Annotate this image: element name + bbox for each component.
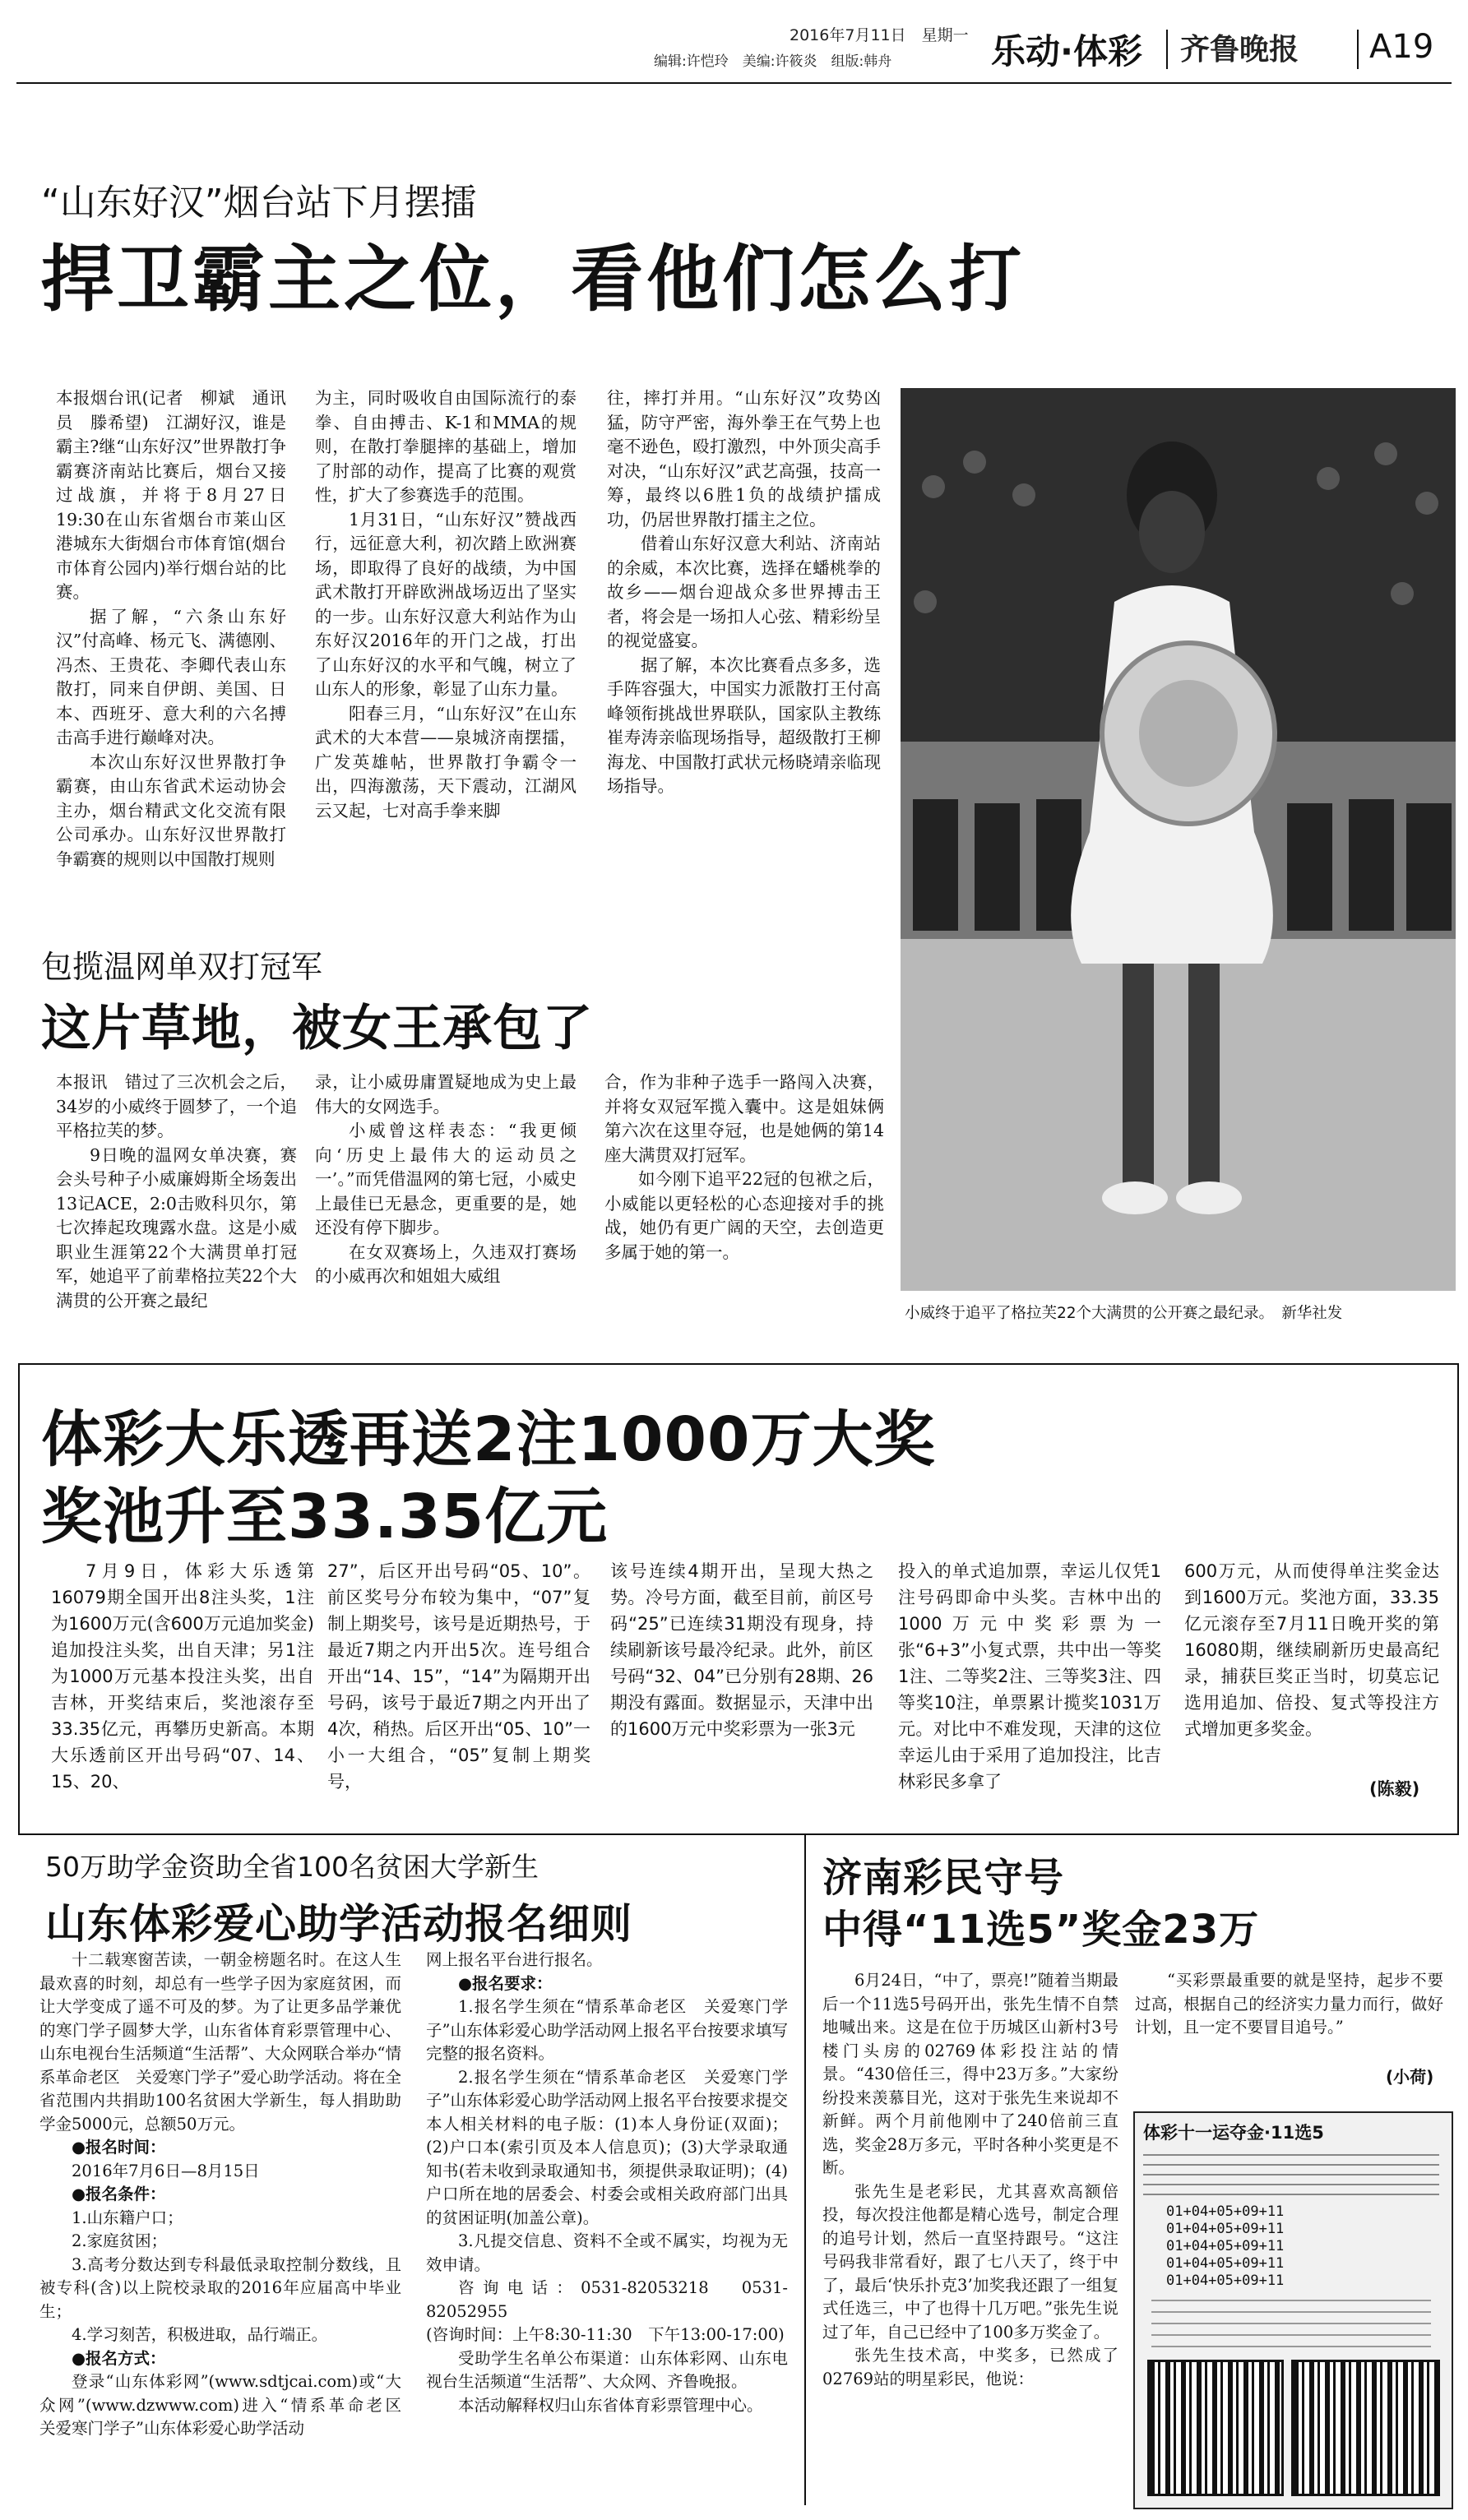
lottery-headline-2: 奖池升至33.35亿元 — [41, 1482, 609, 1552]
paragraph: 为主，同时吸收自由国际流行的泰拳、自由搏击、K-1和MMA的规则，在散打拳腿摔的基础上，增加了肘部的动作，提高了比赛的观赏性，扩大了参赛选手的范围。 — [315, 388, 577, 505]
paragraph: 1.报名学生须在“情系革命老区 关爱寒门学子”山东体彩爱心助学活动网上报名平台按要求填写完整的报名资料。 — [426, 1997, 788, 2063]
paragraph: 张先生是老彩民，尤其喜欢高额倍投，每次投注他都是精心选号，制定合理的追号计划，然后一直坚持跟号。“这注号码我非常看好，跟了七八天了，终于中了，最后‘快乐扑克3’加奖我还跟了一组复式任选三，中了也得十几万吧。”张先生说过了年，自己已经中了100多万奖金了。 — [822, 2181, 1118, 2342]
paragraph: 在女双赛场上，久违双打赛场的小威再次和姐姐大威组 — [315, 1242, 577, 1286]
jinan-col1 — [822, 1969, 1118, 2391]
paragraph: 网上报名平台进行报名。 — [426, 1950, 603, 1969]
paragraph: 2016年7月6日—8月15日 — [72, 2161, 260, 2180]
section-title: 乐动·体彩 — [991, 31, 1142, 72]
paragraph: 27”，后区开出号码“05、10”。前区奖号分布较为集中，“07”复制上期奖号，该号是近期热号，于最近7期之内开出5次。连号组合开出“14、15”，“14”为隔期开出号码，该号于最近7期之内开出了4次，稍热。后区开出“05、10”一小一大组合，“05”复制上期奖号， — [327, 1561, 590, 1792]
section-label: ●报名时间： — [72, 2138, 166, 2157]
header-rule — [16, 82, 1452, 84]
lottery-col4 — [898, 1558, 1161, 1795]
lottery-ticket-image — [1133, 2111, 1453, 2509]
aid-col1 — [39, 1949, 418, 2441]
article1-col1 — [56, 386, 286, 872]
article1-kicker: “山东好汉”烟台站下月摆擂 — [41, 182, 477, 224]
paragraph: 6月24日，“中了，票亮!”随着当期最后一个11选5号码开出，张先生情不自禁地喊出来。这是在位于历城区山新村3号楼门头房的02769体彩投注站的情景。“430倍任三，得中23万多。”大家纷纷投来羡慕目光，这对于张先生来说却不新鲜。两个月前他刚中了240倍前三直选，奖金28万多元，平时各种小奖更是不断。 — [822, 1971, 1118, 2177]
paragraph: 3.凡提交信息、资料不全或不属实，均视为无效申请。 — [426, 2231, 788, 2274]
ticket-line: 01+04+05+09+11 — [1166, 2273, 1285, 2289]
paragraph: 本次山东好汉世界散打争霸赛，由山东省武术运动协会主办，烟台精武文化交流有限公司承办。山东好汉世界散打争霸赛的规则以中国散打规则 — [56, 751, 286, 869]
paragraph: “买彩票最重要的就是坚持，起步不要过高，根据自己的经济实力量力而行，做好计划，且一定不要冒目追号。” — [1135, 1971, 1443, 2037]
jinan-headline-2: 中得“11选5”奖金23万 — [822, 1907, 1260, 1953]
paragraph: 600万元，从而使得单注奖金达到1600万元。奖池方面，33.35亿元滚存至7月11日晚开奖的第16080期，继续刷新历史最高纪录，捕获巨奖正当时，切莫忘记选用追加、倍投、复式等投注方式增加更多奖金。 — [1184, 1561, 1439, 1739]
paragraph: 9日晚的温网女单决赛，赛会头号种子小威廉姆斯全场轰出13记ACE，2:0击败科贝尔，第七次捧起玫瑰露水盘。这是小威职业生涯第22个大满贯单打冠军，她追平了前辈格拉芙22个大满贯的公开赛之最纪 — [56, 1144, 297, 1311]
qr-code — [1147, 2360, 1284, 2496]
photo-caption: 小威终于追平了格拉芙22个大满贯的公开赛之最纪录。 新华社发 — [905, 1305, 1343, 1322]
news-photo — [901, 388, 1456, 1291]
jinan-headline-1: 济南彩民守号 — [822, 1855, 1065, 1901]
tennis-player-illustration — [901, 388, 1456, 1291]
aid-kicker: 50万助学金资助全省100名贫困大学新生 — [45, 1851, 539, 1883]
ticket-numbers — [1166, 2203, 1284, 2290]
jinan-col2 — [1135, 1969, 1443, 2040]
article2-col2 — [315, 1070, 577, 1289]
paragraph: 本活动解释权归山东省体育彩票管理中心。 — [458, 2395, 763, 2415]
paragraph: 4.学习刻苦，积极进取，品行端正。 — [72, 2325, 328, 2344]
paragraph: 借着山东好汉意大利站、济南站的余威，本次比赛，选择在蟠桃拳的故乡——烟台迎战众多世界搏击王者，将会是一场扣人心弦、精彩纷呈的视觉盛宴。 — [607, 534, 881, 650]
lottery-col3 — [610, 1558, 873, 1742]
paragraph: 1月31日，“山东好汉”赞战西行，远征意大利，初次踏上欧洲赛场，即取得了良好的战绩，为中国武术散打开辟欧洲战场迈出了坚实的一步。山东好汉意大利站作为山东好汉2016年的开门之战，打出了山东好汉的水平和气魄，树立了山东人的形象，彰显了山东力量。 — [315, 509, 577, 699]
paragraph: 投入的单式追加票，幸运儿仅凭1注号码即命中头奖。吉林中出的1000万元中奖彩票为一张“6+3”小复式票，共中出一等奖1注、二等奖2注、三等奖3注、四等奖10注，单票累计揽奖1031万元。对比中不难发现，天津的这位幸运儿由于采用了追加投注，比吉林彩民多拿了 — [898, 1561, 1161, 1792]
ticket-serial-lines — [1143, 2148, 1439, 2195]
paragraph: 阳春三月，“山东好汉”在山东武术的大本营——泉城济南摆擂，广发英雄帖，世界散打争霸令一出，四海激荡，天下震动，江湖风云又起，七对高手拳来脚 — [315, 703, 577, 821]
editor-credits: 编辑:许恺玲 美编:许筱炎 组版:韩舟 — [654, 53, 892, 70]
newspaper-logo: 齐鲁晚报 — [1180, 32, 1299, 67]
paragraph: 本报讯 错过了三次机会之后，34岁的小威终于圆梦了，一个追平格拉芙的梦。 — [56, 1072, 297, 1140]
paragraph: 据了解，“六条山东好汉”付高峰、杨元飞、满德刚、冯杰、王贵花、李卿代表山东散打，同来自伊朗、美国、日本、西班牙、意大利的六名搏击高手进行巅峰对决。 — [56, 606, 286, 747]
paragraph: 2.家庭贫困； — [72, 2231, 168, 2250]
paragraph: 本报烟台讯(记者 柳斌 通讯员 滕希望) 江湖好汉，谁是霸主?继“山东好汉”世界散打争霸赛济南站比赛后，烟台又接过战旗，并将于8月27日19:30在山东省烟台市莱山区港城东大街烟台市体育馆(烟台市体育公园内)举行烟台站的比赛。 — [56, 388, 286, 602]
article2-col3 — [604, 1070, 884, 1265]
paragraph: 3.高考分数达到专科最低录取控制分数线，且被专科(含)以上院校录取的2016年应届高中毕业生； — [39, 2254, 401, 2321]
article1-headline: 捍卫霸主之位，看他们怎么打 — [41, 237, 1026, 321]
paragraph: 张先生技术高，中奖多，已然成了02769站的明星彩民，他说： — [822, 2346, 1118, 2388]
article2-kicker: 包揽温网单双打冠军 — [41, 949, 323, 985]
aid-headline: 山东体彩爱心助学活动报名细则 — [45, 1900, 632, 1948]
paragraph: 受助学生名单公布渠道：山东体彩网、山东电视台生活频道“生活帮”、大众网、齐鲁晚报。 — [426, 2348, 788, 2391]
article2-col1 — [56, 1070, 297, 1313]
paragraph: 如今刚下追平22冠的包袱之后，小威能以更轻松的心态迎接对手的挑战，她仍有更广阔的天空，去创造更多属于她的第一。 — [604, 1169, 884, 1262]
paragraph: (咨询时间：上午8:30-11:30 下午13:00-17:00) — [426, 2325, 785, 2344]
lottery-col1 — [51, 1558, 314, 1795]
lottery-byline: (陈毅) — [1369, 1779, 1420, 1799]
article2-headline: 这片草地，被女王承包了 — [41, 1000, 593, 1057]
article1-col2 — [315, 386, 577, 823]
paragraph: 7月9日，体彩大乐透第16079期全国开出8注头奖，1注为1600万元(含600万元追加奖金)追加投注头奖，出自天津；另1注为1000万元基本投注头奖，出自吉林，开奖结束后，奖池滚存至33.35亿元，再攀历史新高。本期大乐透前区开出号码“07、14、15、20、 — [51, 1561, 314, 1792]
paragraph: 录，让小威毋庸置疑地成为史上最伟大的女网选手。 — [315, 1072, 577, 1117]
ticket-line: 01+04+05+09+11 — [1166, 2255, 1285, 2272]
ticket-footer-lines — [1151, 2298, 1431, 2347]
paragraph: 2.报名学生须在“情系革命老区 关爱寒门学子”山东体彩爱心助学活动网上报名平台按要求提交本人相关材料的电子版：(1)本人身份证(双面)；(2)户口本(索引页及本人信息页)；(3)大学录取通知书(若未收到录取通知书，须提供录取证明)；(4)户口所在地的居委会、村委会或相关政府部门出具的贫困证明(加盖公章)。 — [426, 2067, 788, 2227]
lottery-col2 — [327, 1558, 590, 1795]
paragraph: 往，摔打并用。“山东好汉”攻势凶猛，防守严密，海外拳王在气势上也毫不逊色，殴打激烈，中外顶尖高手对决，“山东好汉”武艺高强，技高一筹，最终以6胜1负的战绩护擂成功，仍居世界散打擂主之位。 — [607, 388, 881, 529]
ticket-title: 体彩十一运夺金·11选5 — [1143, 2123, 1324, 2143]
barcode-icon — [1291, 2360, 1440, 2496]
paragraph: 十二载寒窗苦读，一朝金榜题名时。在这人生最欢喜的时刻，却总有一些学子因为家庭贫困，而让大学变成了遥不可及的梦。为了让更多品学兼优的寒门学子圆梦大学，山东省体育彩票管理中心、山东电视台生活频道“生活帮”、大众网联合举办“情系革命老区 关爱寒门学子”爱心助学活动。将在全省范围内共捐助100名贫困大学新生，每人捐助助学金5000元，总额50万元。 — [39, 1950, 401, 2134]
section-label: ●报名方式： — [72, 2348, 166, 2368]
ticket-line: 01+04+05+09+11 — [1166, 2221, 1285, 2237]
paragraph: 据了解，本次比赛看点多多，选手阵容强大，中国实力派散打王付高峰领衔挑战世界联队，国家队主教练崔寿涛亲临现场指导，超级散打王柳海龙、中国散打武状元杨晓靖亲临现场指导。 — [607, 654, 881, 796]
paragraph: 合，作为非种子选手一路闯入决赛，并将女双冠军揽入囊中。这是姐妹俩第六次在这里夺冠，也是她俩的第14座大满贯双打冠军。 — [604, 1072, 884, 1165]
section-label: ●报名要求： — [458, 1973, 553, 1993]
aid-col2 — [426, 1949, 788, 2417]
lottery-col5 — [1184, 1558, 1439, 1742]
section-label: ●报名条件： — [72, 2185, 166, 2203]
article1-col3 — [607, 386, 881, 799]
ticket-line: 01+04+05+09+11 — [1166, 2238, 1285, 2254]
issue-date: 2016年7月11日 星期一 — [790, 26, 969, 44]
paragraph: 小威曾这样表态：“我更倾向‘历史上最伟大的运动员之一’。”而凭借温网的第七冠，小威史上最佳已无悬念，更重要的是，她还没有停下脚步。 — [315, 1121, 577, 1237]
page-number: A19 — [1369, 28, 1434, 66]
jinan-byline: (小荷) — [1386, 2067, 1434, 2087]
paragraph: 该号连续4期开出，呈现大热之势。冷号方面，截至目前，前区号码“25”已连续31期没有现身，持续刷新该号最冷纪录。此外，前区号码“32、04”已分别有28期、26期没有露面。数据显示，天津中出的1600万元中奖彩票为一张3元 — [610, 1561, 873, 1739]
header-divider — [1166, 30, 1168, 69]
lottery-headline-1: 体彩大乐透再送2注1000万大奖 — [41, 1404, 936, 1475]
column-divider — [804, 1835, 806, 2505]
paragraph: 登录“山东体彩网”(www.sdtjcai.com)或“大众网”(www.dzwww.com)进入“情系革命老区 关爱寒门学子”山东体彩爱心助学活动 — [39, 2372, 418, 2438]
header-divider-2 — [1357, 30, 1359, 69]
paragraph: 1.山东籍户口； — [72, 2208, 183, 2227]
ticket-line: 01+04+05+09+11 — [1166, 2203, 1285, 2220]
paragraph: 咨询电话：0531-82053218 0531-82052955 — [426, 2278, 788, 2321]
